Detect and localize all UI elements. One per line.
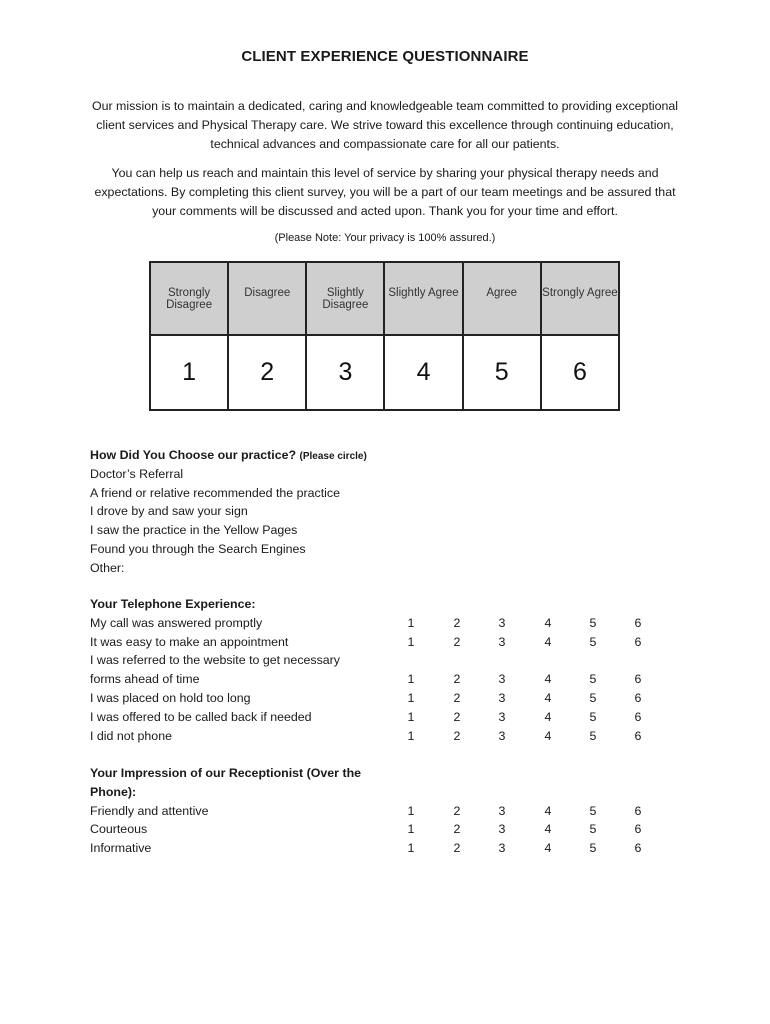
rating-option-4[interactable]: 4: [544, 841, 552, 856]
rating-option-6[interactable]: 6: [634, 841, 642, 856]
choice-yellow-pages[interactable]: I saw the practice in the Yellow Pages: [90, 523, 298, 538]
rating-option-3[interactable]: 3: [498, 615, 506, 630]
telephone-section: [90, 595, 642, 745]
scale-header-slightly-disagree: Slightly Disagree: [306, 262, 384, 335]
scale-header-agree: Agree: [463, 262, 541, 335]
question-row: [90, 633, 642, 652]
rating-option-4[interactable]: 4: [544, 822, 552, 837]
scale-value-6: 6: [541, 335, 619, 410]
rating-option-2[interactable]: 2: [453, 803, 461, 818]
rating-option-3[interactable]: 3: [498, 690, 506, 705]
rating-option-1[interactable]: 1: [407, 822, 415, 837]
choose-practice-heading: [90, 446, 367, 465]
rating-option-1[interactable]: 1: [407, 841, 415, 856]
rating-option-6[interactable]: 6: [634, 822, 642, 837]
question-row: [90, 614, 642, 633]
receptionist-heading-line1: Your Impression of our Receptionist (Over the: [90, 766, 362, 780]
question-row: [90, 820, 642, 839]
rating-option-5[interactable]: 5: [589, 634, 597, 649]
question-label: I was referred to the website to get necessary: [90, 653, 341, 668]
question-label: Friendly and attentive: [90, 803, 209, 818]
receptionist-section: [90, 764, 642, 858]
choice-friend-recommended[interactable]: A friend or relative recommended the practice: [90, 485, 341, 500]
rating-option-5[interactable]: 5: [589, 728, 597, 743]
choose-practice-heading-text: How Did You Choose our practice?: [90, 448, 297, 462]
question-label: It was easy to make an appointment: [90, 634, 289, 649]
rating-option-1[interactable]: 1: [407, 672, 415, 687]
choice-other[interactable]: Other:: [90, 560, 125, 575]
rating-option-6[interactable]: 6: [634, 803, 642, 818]
rating-option-2[interactable]: 2: [453, 672, 461, 687]
scale-value-2: 2: [228, 335, 306, 410]
question-row: [90, 670, 642, 689]
rating-option-6[interactable]: 6: [634, 615, 642, 630]
rating-option-1[interactable]: 1: [407, 728, 415, 743]
scale-header-slightly-agree: Slightly Agree: [384, 262, 462, 335]
rating-option-5[interactable]: 5: [589, 672, 597, 687]
rating-option-4[interactable]: 4: [544, 728, 552, 743]
rating-option-2[interactable]: 2: [453, 690, 461, 705]
scale-header-disagree: Disagree: [228, 262, 306, 335]
rating-option-2[interactable]: 2: [453, 841, 461, 856]
please-circle-note: (Please circle): [299, 451, 367, 462]
rating-option-6[interactable]: 6: [634, 690, 642, 705]
rating-option-3[interactable]: 3: [498, 728, 506, 743]
question-row: [90, 708, 642, 727]
scale-value-4: 4: [384, 335, 462, 410]
privacy-note: (Please Note: Your privacy is 100% assured.): [274, 232, 496, 244]
choice-drove-by[interactable]: I drove by and saw your sign: [90, 504, 248, 519]
scale-header-strongly-disagree: Strongly Disagree: [150, 262, 228, 335]
rating-option-6[interactable]: 6: [634, 672, 642, 687]
rating-option-4[interactable]: 4: [544, 690, 552, 705]
scale-value-3: 3: [306, 335, 384, 410]
scale-value-5: 5: [463, 335, 541, 410]
rating-option-4[interactable]: 4: [544, 634, 552, 649]
scale-header-strongly-agree: Strongly Agree: [541, 262, 619, 335]
telephone-heading: Your Telephone Experience:: [90, 597, 256, 611]
rating-option-4[interactable]: 4: [544, 672, 552, 687]
rating-option-5[interactable]: 5: [589, 690, 597, 705]
rating-option-5[interactable]: 5: [589, 803, 597, 818]
question-label: I was offered to be called back if needed: [90, 709, 312, 724]
rating-option-5[interactable]: 5: [589, 709, 597, 724]
rating-option-6[interactable]: 6: [634, 634, 642, 649]
rating-option-2[interactable]: 2: [453, 709, 461, 724]
rating-option-5[interactable]: 5: [589, 841, 597, 856]
rating-option-4[interactable]: 4: [544, 615, 552, 630]
rating-option-1[interactable]: 1: [407, 803, 415, 818]
rating-option-6[interactable]: 6: [634, 709, 642, 724]
choice-search-engines[interactable]: Found you through the Search Engines: [90, 541, 306, 556]
rating-option-3[interactable]: 3: [498, 672, 506, 687]
question-row: [90, 689, 642, 708]
rating-option-1[interactable]: 1: [407, 709, 415, 724]
rating-option-3[interactable]: 3: [498, 803, 506, 818]
rating-option-3[interactable]: 3: [498, 709, 506, 724]
rating-option-1[interactable]: 1: [407, 634, 415, 649]
question-label: I did not phone: [90, 728, 172, 743]
rating-option-4[interactable]: 4: [544, 803, 552, 818]
rating-scale-header-row: [150, 262, 619, 335]
question-row: [90, 727, 642, 746]
rating-option-1[interactable]: 1: [407, 615, 415, 630]
rating-option-3[interactable]: 3: [498, 634, 506, 649]
rating-option-3[interactable]: 3: [498, 822, 506, 837]
question-label: I was placed on hold too long: [90, 690, 251, 705]
rating-option-4[interactable]: 4: [544, 709, 552, 724]
question-label: My call was answered promptly: [90, 615, 263, 630]
question-row: [90, 802, 642, 821]
question-label: forms ahead of time: [90, 672, 200, 687]
mission-paragraph: Our mission is to maintain a dedicated, caring and knowledgeable team committed to providing exceptional client services and Physical Therapy care. We strive toward this excellence through continuing education, technical advances and compassionate care for all our patients.: [91, 99, 679, 151]
rating-option-6[interactable]: 6: [634, 728, 642, 743]
rating-scale-table: [149, 261, 620, 411]
rating-option-3[interactable]: 3: [498, 841, 506, 856]
choose-practice-section: [90, 446, 367, 578]
choice-doctor-referral[interactable]: Doctor’s Referral: [90, 466, 184, 481]
question-row: [90, 839, 642, 858]
rating-option-2[interactable]: 2: [453, 634, 461, 649]
rating-option-1[interactable]: 1: [407, 690, 415, 705]
rating-option-5[interactable]: 5: [589, 615, 597, 630]
rating-scale-value-row: [150, 335, 619, 410]
rating-option-2[interactable]: 2: [453, 728, 461, 743]
rating-option-2[interactable]: 2: [453, 822, 461, 837]
rating-option-2[interactable]: 2: [453, 615, 461, 630]
scale-value-1: 1: [150, 335, 228, 410]
feedback-paragraph: You can help us reach and maintain this level of service by sharing your physical therapy needs and expectations. By completing this client survey, you will be a part of our team meetings and be assured that your comments will be discussed and acted upon. Thank you for your time and effort.: [94, 166, 676, 218]
receptionist-heading-line2: Phone):: [90, 784, 137, 799]
question-label: Courteous: [90, 822, 148, 837]
question-row: [90, 651, 340, 670]
page-title: CLIENT EXPERIENCE QUESTIONNAIRE: [241, 48, 529, 65]
rating-option-5[interactable]: 5: [589, 822, 597, 837]
question-label: Informative: [90, 841, 152, 856]
